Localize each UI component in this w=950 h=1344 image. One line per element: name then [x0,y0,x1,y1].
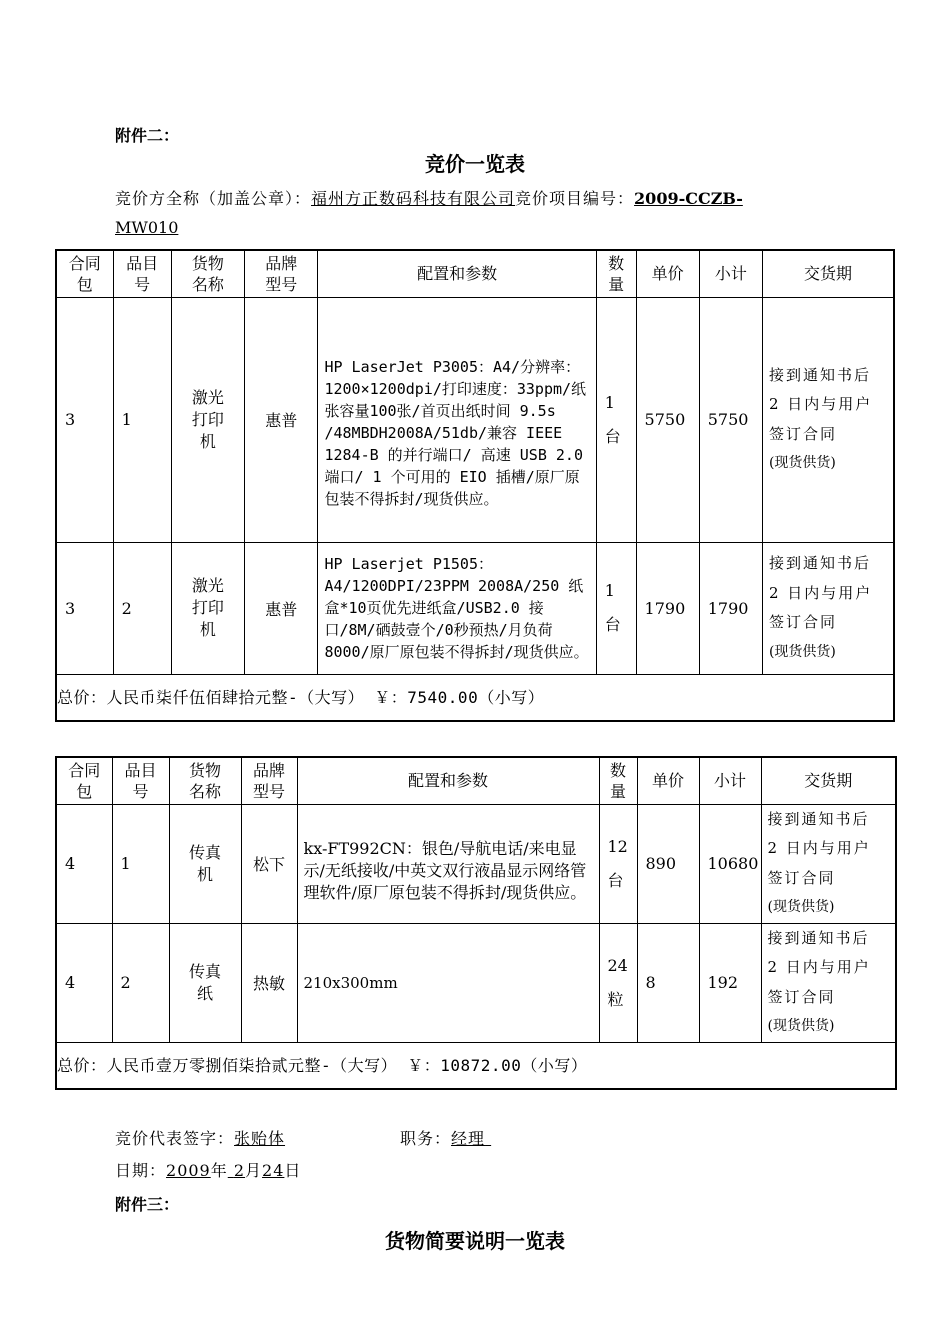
date-year-unit: 年 [210,1161,228,1180]
goods-cell: 激光 打印 机 [171,297,244,542]
header-brand: 品牌 型号 [241,757,297,804]
subtotal-cell: 1790 [699,542,762,674]
bidder-label: 竞价方全称（加盖公章）： [115,189,312,208]
total-text: 总价：人民币柒仟伍佰肆拾元整-（大写） ￥：7540.00（小写） [56,674,894,721]
header-qty: 数 量 [599,757,637,804]
qty-cell: 24 粒 [599,923,637,1042]
header-delivery: 交货期 [762,250,894,297]
role-line [400,1126,491,1149]
bidder-line [115,186,743,209]
header-goods: 货物 名称 [169,757,241,804]
header-config: 配置和参数 [297,757,599,804]
header-item: 品目 号 [112,757,169,804]
bid-table-1 [55,249,895,722]
subtotal-cell: 10680 [699,804,761,923]
header-qty: 数 量 [596,250,636,297]
rep-name: 张贻体 [234,1129,286,1148]
config-cell: 210x300mm [297,923,599,1042]
config-cell: HP LaserJet P3005：A4/分辨率：1200×1200dpi/打印速度：33ppm/纸张容量100张/首页出纸时间 9.5s /48MBDH2008A/51db/兼容 IEEE 1284-B 的并行端口/ 高速 USB 2.0 端口/ 1 个可用的 EIO 插槽/原厂原包装不得拆封/现货供应。 [318,297,596,542]
item-cell: 2 [112,923,169,1042]
table-row [56,804,896,923]
table-row [56,542,894,674]
contract-cell: 4 [56,923,112,1042]
delivery-cell: 接到通知书后 2 日内与用户 签订合同 (现货供货) [761,804,896,923]
delivery-cell: 接到通知书后 2 日内与用户 签订合同 (现货供货) [762,542,894,674]
bid-table-2 [55,756,897,1090]
delivery-cell: 接到通知书后 2 日内与用户 签订合同 (现货供货) [762,297,894,542]
header-price: 单价 [637,757,699,804]
project-number-cont: MW010 [115,218,179,237]
header-contract: 合同 包 [56,757,112,804]
header-goods: 货物 名称 [171,250,244,297]
qty-cell: 1 台 [596,542,636,674]
page-title: 竞价一览表 [425,152,525,176]
price-cell: 8 [637,923,699,1042]
header-contract: 合同 包 [56,250,113,297]
price-cell: 1790 [636,542,699,674]
total-row [56,674,894,721]
qty-cell: 1 台 [596,297,636,542]
brand-cell: 惠普 [245,542,318,674]
header-subtotal: 小计 [699,757,761,804]
goods-cell: 传真 机 [169,804,241,923]
attachment-two-label: 附件二： [115,126,180,145]
rep-label: 竞价代表签字： [115,1129,235,1148]
item-cell: 2 [113,542,171,674]
header-brand: 品牌 型号 [245,250,318,297]
header-delivery: 交货期 [761,757,896,804]
subtotal-cell: 5750 [699,297,762,542]
brand-cell: 惠普 [245,297,318,542]
contract-cell: 3 [56,297,113,542]
header-price: 单价 [636,250,699,297]
role-value: 经理 [451,1129,486,1148]
total-text: 总价：人民币壹万零捌佰柒拾贰元整-（大写） ￥：10872.00（小写） [56,1042,896,1089]
subtotal-cell: 192 [699,923,761,1042]
table-header-row [56,250,894,297]
header-item: 品目 号 [113,250,171,297]
attachment-three-label: 附件三： [115,1195,180,1214]
goods-cell: 传真 纸 [169,923,241,1042]
date-label: 日期： [115,1161,167,1180]
table-row [56,923,896,1042]
item-cell: 1 [113,297,171,542]
config-cell: kx-FT992CN：银色/导航电话/来电显示/无纸接收/中英文双行液晶显示网络管理软件/原厂原包装不得拆封/现货供应。 [297,804,599,923]
config-cell: HP Laserjet P1505：A4/1200DPI/23PPM 2008A/250 纸盒*10页优先进纸盒/USB2.0 接口/8M/硒鼓壹个/0秒预热/月负荷8000/原厂原包装不得拆封/现货供应。 [318,542,596,674]
section-title: 货物简要说明一览表 [385,1229,565,1253]
total-row [56,1042,896,1089]
delivery-cell: 接到通知书后 2 日内与用户 签订合同 (现货供货) [761,923,896,1042]
date-month: 2 [233,1161,246,1180]
project-number: 2009-CCZB- [634,189,743,208]
header-subtotal: 小计 [699,250,762,297]
price-cell: 890 [637,804,699,923]
project-label: 竞价项目编号： [515,189,635,208]
contract-cell: 3 [56,542,113,674]
date-year: 2009 [166,1161,211,1180]
date-line [115,1158,301,1181]
item-cell: 1 [112,804,169,923]
price-cell: 5750 [636,297,699,542]
table-header-row [56,757,896,804]
table-row [56,297,894,542]
brand-cell: 松下 [241,804,297,923]
bidder-name: 福州方正数码科技有限公司 [311,189,516,208]
brand-cell: 热敏 [241,923,297,1042]
rep-signature-line [115,1126,285,1149]
contract-cell: 4 [56,804,112,923]
date-month-unit: 月 [245,1161,263,1180]
goods-cell: 激光 打印 机 [171,542,244,674]
qty-cell: 12 台 [599,804,637,923]
header-config: 配置和参数 [318,250,596,297]
date-day-unit: 日 [284,1161,302,1180]
role-label: 职务： [400,1129,452,1148]
date-day: 24 [262,1161,285,1180]
